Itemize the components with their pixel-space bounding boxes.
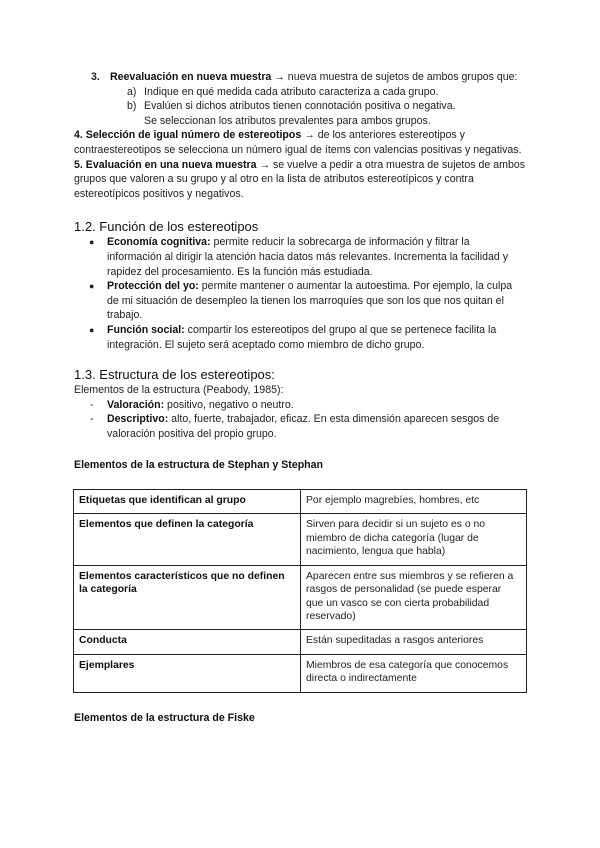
step-4 — [74, 128, 526, 157]
list-item — [74, 412, 526, 441]
list-item-text: permite mantener o aumentar la autoestima. Por ejemplo, la culpa de mi situación de desempleo la tienen los marroquíes que son los que nos quitan el trabajo. — [107, 280, 513, 322]
section-heading-functions: 1.2. Función de los estereotipos — [74, 219, 259, 235]
bullet-dash: - — [90, 398, 94, 411]
functions-list — [74, 235, 526, 352]
step-3-sub-a — [74, 85, 526, 100]
table-row — [74, 565, 527, 630]
list-item — [74, 398, 526, 413]
table-row — [74, 490, 527, 514]
bullet-dot: ● — [89, 237, 95, 248]
stephan-table — [73, 489, 527, 692]
list-item-term: Protección del yo: — [107, 280, 199, 293]
table-cell-label: Ejemplares — [74, 654, 301, 692]
step-3 — [74, 70, 526, 85]
table-cell-label: Elementos característicos que no definen la categoría — [74, 565, 301, 630]
step-3-title: Reevaluación en nueva muestra — [110, 71, 272, 83]
table-cell-desc: Aparecen entre sus miembros y se refieren a rasgos de personalidad (se puede esperar que un vasco se con cierta probabilidad reservado) — [301, 565, 527, 630]
list-item-term: Economía cognitiva: — [107, 236, 211, 249]
list-item-text: compartir los estereotipos del grupo al que se pertenece facilita la integración. El sujeto será aceptado como miembro de dicho grupo. — [107, 323, 497, 351]
list-item-text: permite reducir la sobrecarga de información y filtrar la información al dirigir la atención hacia datos más relevantes. Incrementa la facilidad y rapidez del procesamiento. Es la función más estudiada. — [107, 236, 509, 278]
list-item — [74, 235, 526, 279]
structure-intro: Elementos de la estructura (Peabody, 1985): — [74, 384, 284, 397]
bullet-dash: - — [90, 413, 94, 426]
list-item-text: positivo, negativo o neutro. — [164, 398, 294, 411]
table-cell-label: Conducta — [74, 630, 301, 654]
table-caption-stephan: Elementos de la estructura de Stephan y Stephan — [74, 459, 324, 472]
step-3-number: 3. — [91, 71, 100, 83]
bullet-dot: ● — [89, 281, 95, 292]
step-5-text: → se vuelve a pedir a otra muestra de sujetos de ambos grupos que valoren a su grupo y al otro en la lista de atributos estereotípicos y contra estereotípicos positivos y negativos. — [74, 158, 526, 200]
sub-b-text: Evalúen si dichos atributos tienen connotación positiva o negativa. — [144, 100, 456, 113]
bullet-dot: ● — [89, 324, 95, 335]
document-page — [74, 70, 526, 725]
step-3-sub-b-extra: Se seleccionan los atributos prevalentes para ambos grupos. — [144, 114, 431, 127]
list-item-text: alto, fuerte, trabajador, eficaz. En esta dimensión aparecen sesgos de valoración positiva del propio grupo. — [107, 413, 500, 440]
table-cell-desc: Sirven para decidir si un sujeto es o no miembro de dicha categoría (lugar de nacimiento, lengua que habla) — [301, 514, 527, 565]
list-item-term: Función social: — [107, 323, 185, 336]
list-item-term: Descriptivo: — [107, 413, 169, 426]
table-cell-label: Elementos que definen la categoría — [74, 514, 301, 565]
list-item — [74, 279, 526, 323]
step-4-title: 4. Selección de igual número de estereotipos — [74, 129, 302, 142]
table-row — [74, 514, 527, 565]
structure-list — [74, 398, 526, 442]
list-item — [74, 323, 526, 352]
table-row — [74, 654, 527, 692]
table-cell-desc: Por ejemplo magrebíes, hombres, etc — [301, 490, 527, 514]
table-row — [74, 630, 527, 654]
sub-a-marker: a) — [127, 85, 137, 98]
section-heading-structure: 1.3. Estructura de los estereotipos: — [74, 367, 275, 383]
table-caption-fiske: Elementos de la estructura de Fiske — [74, 711, 255, 724]
table-cell-label: Etiquetas que identifican al grupo — [74, 490, 301, 514]
step-3-text: → nueva muestra de sujetos de ambos grupos que: — [271, 71, 518, 83]
list-item-term: Valoración: — [107, 398, 165, 411]
table-cell-desc: Miembros de esa categoría que conocemos directa o indirectamente — [301, 654, 527, 692]
sub-b-marker: b) — [127, 100, 137, 113]
step-5-title: 5. Evaluación en una nueva muestra — [74, 158, 257, 171]
table-cell-desc: Están supeditadas a rasgos anteriores — [301, 630, 527, 654]
step-4-text: → de los anteriores estereotipos y contraestereotipos se selecciona un número igual de ítems con valencias positivas y negativas. — [74, 129, 522, 156]
step-5 — [74, 158, 526, 202]
step-3-sub-b — [74, 99, 526, 114]
sub-a-text: Indique en qué medida cada atributo caracteriza a cada grupo. — [144, 85, 439, 98]
